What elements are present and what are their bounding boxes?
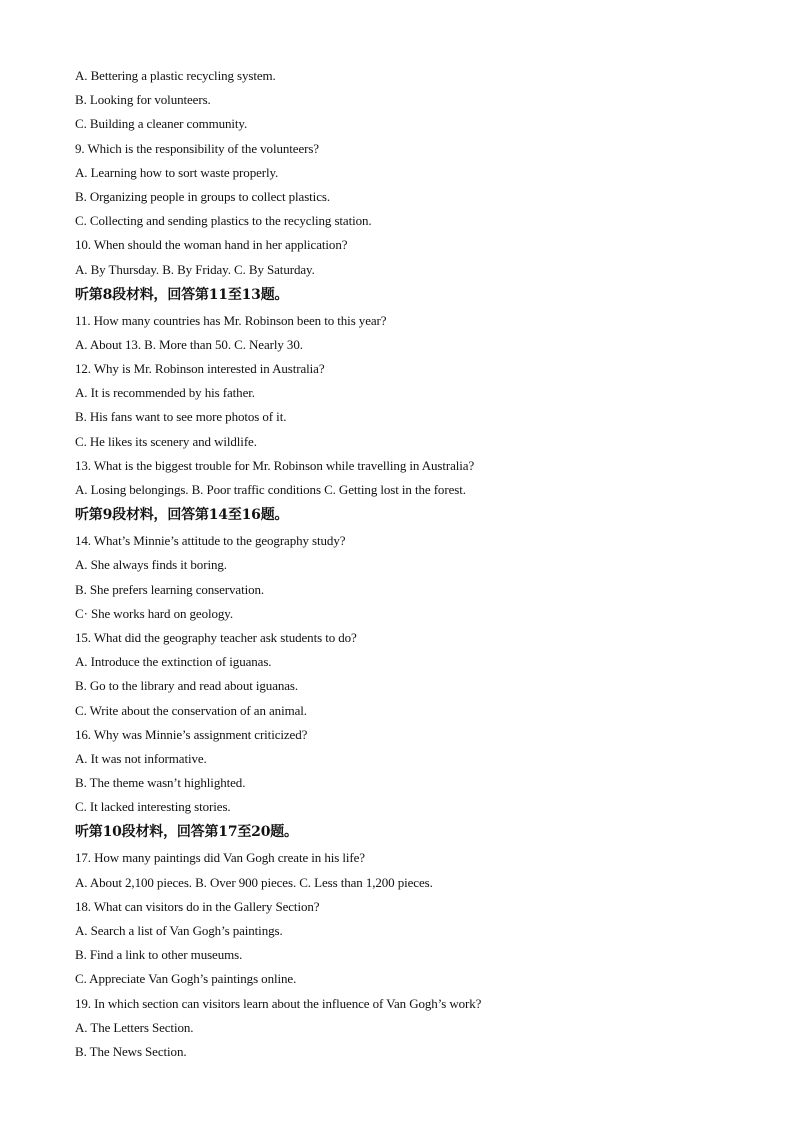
answer-option: A. About 13. B. More than 50. C. Nearly 30. (75, 336, 303, 352)
question-text: 10. When should the woman hand in her application? (75, 237, 348, 253)
answer-option: A. Losing belongings. B. Poor traffic conditions C. Getting lost in the forest. (75, 482, 466, 497)
question-text: 16. Why was Minnie’s assignment criticized? (75, 726, 308, 742)
answer-option: A. About 2,100 pieces. B. Over 900 pieces. C. Less than 1,200 pieces. (75, 874, 433, 890)
question-text: 11. How many countries has Mr. Robinson been to this year? (75, 312, 387, 328)
question-text: 15. What did the geography teacher ask students to do? (75, 629, 357, 645)
question-text: 12. Why is Mr. Robinson interested in Australia? (75, 361, 325, 377)
document-page (75, 64, 755, 1064)
answer-option: C. Appreciate Van Gogh’s paintings online. (75, 971, 297, 987)
answer-option: A. Search a list of Van Gogh’s paintings. (75, 923, 283, 938)
answer-option: C. It lacked interesting stories. (75, 799, 231, 815)
answer-option: A. By Thursday. B. By Friday. C. By Saturday. (75, 261, 315, 277)
answer-option: B. Go to the library and read about iguanas. (75, 678, 299, 694)
question-text: 13. What is the biggest trouble for Mr. Robinson while travelling in Australia? (75, 457, 475, 473)
answer-option: A. The Letters Section. (75, 1019, 194, 1035)
answer-option: B. Find a link to other museums. (75, 947, 243, 963)
answer-option: A. It is recommended by his father. (75, 385, 255, 401)
answer-option: B. She prefers learning conservation. (75, 581, 265, 597)
section-heading: 听第9段材料，回答第14至16题。 (75, 507, 289, 524)
answer-option: C. Building a cleaner community. (75, 116, 248, 132)
answer-option: A. Learning how to sort waste properly. (75, 164, 279, 180)
answer-option: A. Bettering a plastic recycling system. (75, 68, 276, 83)
question-text: 17. How many paintings did Van Gogh create in his life? (75, 850, 365, 866)
question-text: 18. What can visitors do in the Gallery Section? (75, 898, 320, 914)
question-text: 14. What’s Minnie’s attitude to the geography study? (75, 533, 346, 549)
answer-option: C. Write about the conservation of an animal. (75, 702, 307, 718)
section-heading: 听第10段材料，回答第17至20题。 (75, 824, 298, 841)
answer-option: C. Collecting and sending plastics to the recycling station. (75, 213, 372, 229)
section-heading: 听第8段材料，回答第11至13题。 (75, 286, 289, 303)
answer-option: B. Looking for volunteers. (75, 92, 211, 108)
answer-option: A. It was not informative. (75, 750, 207, 766)
answer-option: C. He likes its scenery and wildlife. (75, 433, 257, 449)
answer-option: B. The theme wasn’t highlighted. (75, 775, 246, 791)
answer-option: A. Introduce the extinction of iguanas. (75, 654, 272, 670)
answer-option: A. She always finds it boring. (75, 557, 227, 573)
question-text: 19. In which section can visitors learn about the influence of Van Gogh’s work? (75, 995, 482, 1011)
answer-option: B. Organizing people in groups to collect plastics. (75, 188, 330, 204)
answer-option: B. The News Section. (75, 1043, 187, 1059)
question-text: 9. Which is the responsibility of the volunteers? (75, 140, 319, 156)
answer-option: B. His fans want to see more photos of it. (75, 409, 287, 425)
answer-option: C· She works hard on geology. (75, 605, 234, 621)
